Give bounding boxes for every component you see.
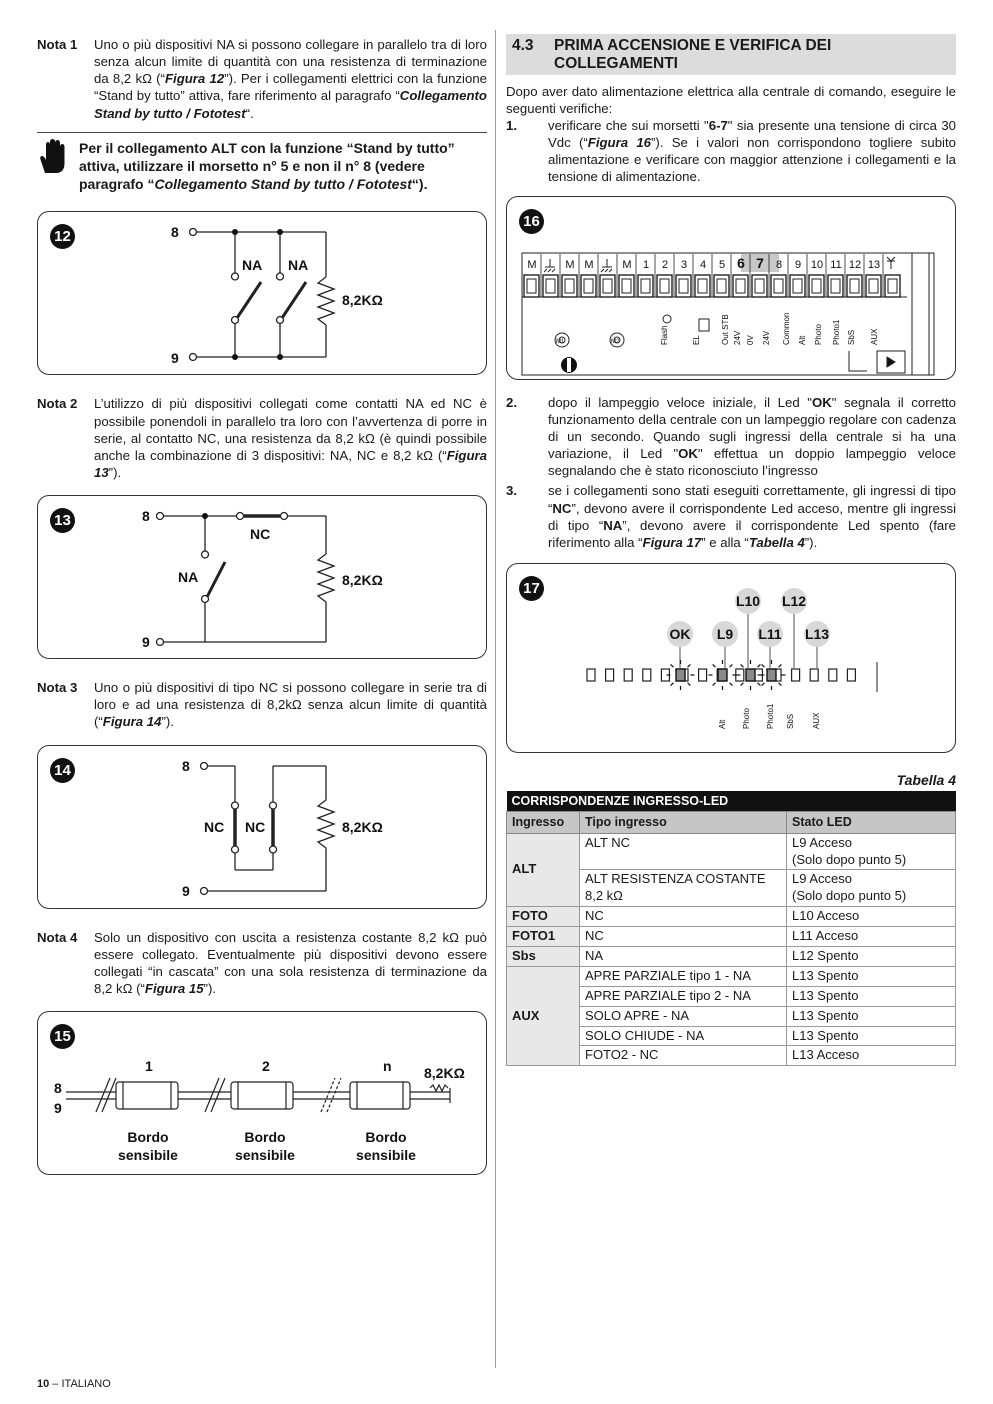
led-ray — [688, 683, 691, 686]
led-label: L13 — [804, 625, 830, 642]
note-label: Nota 1 — [37, 37, 78, 52]
terminal-number: 3 — [680, 258, 688, 271]
check-item-2 — [506, 394, 956, 480]
function-label: Out STB — [721, 313, 730, 345]
type-cell: APRE PARZIALE tipo 2 - NA — [580, 986, 787, 1006]
led-ray — [713, 683, 716, 686]
terminal-screw — [866, 275, 881, 297]
resistor-label: 8,2KΩ — [342, 292, 383, 309]
note-3 — [37, 679, 487, 730]
figure-16 — [506, 196, 956, 380]
device-number-label: 2 — [262, 1058, 270, 1075]
led-ray — [779, 664, 782, 667]
item-number: 2. — [506, 394, 517, 410]
figure-number-badge: 16 — [519, 209, 544, 234]
page-number: 10 — [37, 1378, 50, 1390]
led-diagram — [507, 564, 955, 752]
section-ref: Collegamento Stand by tutto / Fototest — [94, 88, 487, 121]
terminal-board-diagram — [507, 197, 955, 379]
note-text: Solo un dispositivo con uscita a resistenza costante 8,2 kΩ può essere collegato. Eventualmente più dispositivi devono essere collegati “in cascata” con una sola resistenza di terminazione da 8,2 kΩ (“Figura 15”). — [94, 929, 487, 997]
table-row — [507, 966, 956, 986]
type-cell: NC — [580, 907, 787, 927]
figure-ref: Figura 14 — [102, 714, 162, 730]
terminal-8-label: 8 — [142, 508, 150, 525]
note-label: Nota 4 — [37, 929, 78, 945]
led-indicator — [810, 669, 818, 681]
led-ray — [730, 683, 733, 686]
left-column — [37, 36, 487, 1175]
type-cell: NC — [580, 927, 787, 947]
ground-icon — [601, 259, 612, 272]
state-cell: L13 Spento — [787, 986, 956, 1006]
led-ray — [671, 683, 674, 686]
item-number: 1. — [506, 117, 517, 133]
check-item-3 — [506, 482, 956, 551]
terminal-screw — [828, 275, 843, 297]
state-cell: L13 Spento — [787, 1006, 956, 1026]
contact-nc-label: NC — [250, 526, 271, 543]
terminal-screw — [695, 275, 710, 297]
input-label: Alt — [718, 719, 727, 729]
terminal-screw — [885, 275, 900, 297]
sensitive-edge-label: sensibile — [118, 1147, 178, 1164]
led-label: L11 — [758, 625, 782, 642]
table-row — [507, 907, 956, 927]
terminal-screw — [847, 275, 862, 297]
led-ray — [713, 664, 716, 667]
section-title: PRIMA ACCENSIONE E VERIFICA DEI COLLEGAMENTI — [554, 37, 832, 72]
state-cell: L9 Acceso (Solo dopo punto 5) — [787, 833, 956, 870]
function-label: EL — [692, 334, 701, 345]
led-ray — [741, 664, 744, 667]
figure-number-badge: 12 — [50, 224, 75, 249]
led-ray — [779, 683, 782, 686]
terminal-screw — [752, 275, 767, 297]
warning-text: Per il collegamento ALT con la funzione “Stand by tutto” attiva, utilizzare il morsetto n° 5 e non il n° 8 (vedere paragrafo “Collegamento Stand by tutto / Fototest“). — [79, 139, 455, 193]
led-ray — [730, 664, 733, 667]
terminal-number: M — [527, 258, 537, 271]
terminal-number: 13 — [867, 258, 881, 271]
led-indicator — [699, 669, 707, 681]
table-caption: Tabella 4 — [896, 771, 956, 788]
terminal-screw — [562, 275, 577, 297]
input-cell: Sbs — [507, 947, 580, 967]
led-indicator — [829, 669, 837, 681]
function-label: 24V — [733, 330, 742, 345]
function-label: Common — [782, 312, 791, 345]
led-ray — [762, 664, 765, 667]
note-text: L’utilizzo di più dispositivi collegati come contatti NA ed NC è possibile ponendoli in parallelo tra loro con l’avvertenza di porre in serie, al contatto NC, una resistenza da 8,2 kΩ (è quindi possibile anche la combinazione di 3 dispositivi: NA, NC e 8,2 kΩ (“Figura 13”). — [94, 396, 487, 480]
contact-nc-label: NC — [204, 818, 225, 835]
note-label: Nota 3 — [37, 680, 78, 696]
led-lit-indicator — [746, 669, 755, 681]
led-ray — [762, 683, 765, 686]
led-label: L9 — [716, 625, 734, 642]
input-label: Photo — [742, 708, 751, 729]
state-cell: L9 Acceso (Solo dopo punto 5) — [787, 870, 956, 907]
page-footer: 10 – ITALIANO — [37, 1378, 111, 1390]
circuit-diagram-12 — [38, 212, 486, 374]
terminal-screw — [714, 275, 729, 297]
terminal-screw — [676, 275, 691, 297]
terminal-number: M — [584, 258, 594, 271]
motor-1-label: M1 — [556, 338, 565, 345]
section-ref: Collegamento Stand by tutto / Fototest — [154, 176, 412, 193]
terminal-number: 6 — [737, 254, 745, 271]
figure-15 — [37, 1011, 487, 1175]
input-cell: FOTO1 — [507, 927, 580, 947]
led-label: L12 — [781, 592, 807, 609]
led-label: OK — [669, 625, 691, 642]
terminal-number: 12 — [848, 258, 862, 271]
input-led-table — [506, 791, 956, 1066]
input-label: AUX — [812, 712, 821, 729]
type-cell: FOTO2 - NC — [580, 1046, 787, 1066]
led-lit-indicator — [676, 669, 685, 681]
terminal-number: 10 — [810, 258, 824, 271]
type-cell: SOLO CHIUDE - NA — [580, 1026, 787, 1046]
sensitive-edge-diagram-15 — [38, 1012, 486, 1174]
state-cell: L11 Acceso — [787, 927, 956, 947]
terminal-number: M — [565, 258, 575, 271]
hand-stop-icon — [37, 139, 79, 194]
input-cell: AUX — [507, 966, 580, 1065]
type-cell: NA — [580, 947, 787, 967]
section-number: 4.3 — [512, 37, 534, 54]
figure-14 — [37, 745, 487, 909]
contact-na-label: NA — [288, 257, 309, 274]
figure-number-badge: 13 — [50, 508, 75, 533]
input-label: SbS — [786, 713, 795, 729]
circuit-diagram-14 — [38, 746, 486, 908]
figure-13 — [37, 495, 487, 659]
circuit-diagram-13 — [38, 496, 486, 658]
note-4 — [37, 929, 487, 998]
table-title: CORRISPONDENZE INGRESSO-LED — [507, 791, 956, 812]
resistor-label: 8,2KΩ — [424, 1065, 465, 1082]
input-label: Photo1 — [766, 703, 775, 729]
resistor-label: 8,2KΩ — [342, 818, 383, 835]
input-cell: ALT — [507, 833, 580, 907]
function-label: 24V — [762, 330, 771, 345]
function-label: Photo1 — [832, 319, 841, 345]
state-cell: L13 Acceso — [787, 1046, 956, 1066]
terminal-number: 8 — [775, 258, 783, 271]
type-cell: SOLO APRE - NA — [580, 1006, 787, 1026]
state-cell: L12 Spento — [787, 947, 956, 967]
contact-nc-label: NC — [245, 818, 266, 835]
type-cell: ALT NC — [580, 833, 787, 870]
terminal-9-label: 9 — [182, 882, 190, 899]
led-indicator — [606, 669, 614, 681]
function-label: Flash — [660, 325, 669, 345]
antenna-icon — [887, 257, 895, 269]
state-cell: L10 Acceso — [787, 907, 956, 927]
column-divider — [495, 30, 496, 1368]
terminal-number: 5 — [718, 258, 726, 271]
table-row — [507, 947, 956, 967]
sensitive-edge-label: Bordo — [244, 1129, 286, 1146]
input-cell: FOTO — [507, 907, 580, 927]
note-2 — [37, 395, 487, 481]
led-lit-indicator — [718, 669, 727, 681]
terminal-screw — [524, 275, 539, 297]
item-number: 3. — [506, 483, 517, 499]
led-indicator — [587, 669, 595, 681]
figure-number-badge: 15 — [50, 1024, 75, 1049]
terminal-number: 7 — [756, 254, 764, 271]
terminal-screw — [790, 275, 805, 297]
resistor-label: 8,2KΩ — [342, 572, 383, 589]
terminal-screw — [809, 275, 824, 297]
terminal-screw — [543, 275, 558, 297]
item-text: verificare che sui morsetti "6-7" sia presente una tensione di circa 30 Vdc (“Figura 16”). Se i valori non corrispondono togliere subito alimentazione e verificare con maggior attenzione i collegamenti e la tensione di alimentazione. — [548, 117, 956, 185]
right-column — [506, 34, 956, 1066]
language-label: ITALIANO — [61, 1378, 111, 1390]
led-indicator — [624, 669, 632, 681]
terminal-8-label: 8 — [182, 757, 190, 774]
item-text: se i collegamenti sono stati eseguiti correttamente, gli ingressi di tipo “NC”, devono avere il corrispondente Led acceso, mentre gli ingressi di tipo “NA”, devono avere il corrispondente Led spento (fare riferimento alla “Figura 17” e alla “Tabella 4”). — [548, 483, 956, 550]
function-label: SbS — [847, 329, 856, 345]
led-ray — [688, 664, 691, 667]
table-row — [507, 927, 956, 947]
type-cell: APRE PARZIALE tipo 1 - NA — [580, 966, 787, 986]
figure-17 — [506, 563, 956, 753]
function-label: 0V — [746, 334, 755, 345]
figure-ref: Figura 16 — [587, 135, 652, 151]
figure-12 — [37, 211, 487, 375]
table-row — [507, 833, 956, 870]
led-ray — [741, 683, 744, 686]
note-label: Nota 2 — [37, 396, 78, 412]
led-indicator — [792, 669, 800, 681]
terminal-number: 9 — [794, 258, 802, 271]
led-ray — [758, 683, 761, 686]
led-lit-indicator — [767, 669, 776, 681]
section-heading — [506, 34, 956, 75]
note-text: Uno o più dispositivi di tipo NC si possono collegare in serie tra di loro e ad una resistenza di 8,2kΩ senza alcun limite di quantità (“Figura 14”). — [94, 680, 487, 730]
figure-ref: Figura 17 — [642, 534, 702, 550]
item-text: dopo il lampeggio veloce iniziale, il Led "OK" segnala il corretto funzionamento della centrale con un lampeggio regolare con cadenza di un secondo. Quando sugli ingressi della centrale si ha una variazione, il Led "OK" effettua un doppio lampeggio veloce segnalando che è stato riconosciuto l’ingresso — [548, 394, 957, 479]
device-number-label: n — [383, 1058, 392, 1075]
terminal-number: 2 — [661, 258, 669, 271]
note-text: Uno o più dispositivi NA si possono collegare in parallelo tra di loro senza alcun limite di quantità con una resistenza di terminazione da 8,2 kΩ (“Figura 12”). Per i collegamenti elettrici con la funzione “Stand by tutto” attiva, fare riferimento al paragrafo “Collegamento Stand by tutto / Fototest“. — [94, 37, 487, 121]
motor-2-label: M2 — [611, 338, 620, 345]
function-label: Alt — [798, 335, 807, 345]
led-ray — [758, 664, 761, 667]
led-indicator — [847, 669, 855, 681]
check-item-1 — [506, 117, 956, 186]
figure-ref: Figura 12 — [164, 71, 225, 87]
terminal-screw — [581, 275, 596, 297]
device-number-label: 1 — [145, 1058, 153, 1075]
function-label: Photo — [814, 323, 823, 345]
warning-block — [37, 132, 487, 194]
function-label: AUX — [870, 328, 879, 345]
sensitive-edge-label: Bordo — [365, 1129, 407, 1146]
table-ref: Tabella 4 — [748, 534, 805, 550]
type-cell: ALT RESISTENZA COSTANTE 8,2 kΩ — [580, 870, 787, 907]
contact-na-label: NA — [242, 257, 263, 274]
column-header: Stato LED — [787, 812, 956, 833]
figure-ref: Figura 15 — [144, 981, 204, 997]
ground-icon — [544, 259, 555, 272]
figure-number-badge: 17 — [519, 576, 544, 601]
terminal-number: 11 — [830, 258, 842, 271]
terminal-screw — [771, 275, 786, 297]
contact-na-label: NA — [178, 569, 199, 586]
terminal-number: M — [622, 258, 632, 271]
column-header: Ingresso — [507, 812, 580, 833]
terminal-number: 4 — [699, 258, 707, 271]
sensitive-edge-label: Bordo — [127, 1129, 169, 1146]
terminal-screw — [619, 275, 634, 297]
terminal-9-label: 9 — [54, 1100, 62, 1117]
state-cell: L13 Spento — [787, 966, 956, 986]
led-indicator — [643, 669, 651, 681]
terminal-number: 1 — [642, 258, 650, 271]
led-label: L10 — [735, 592, 761, 609]
intro-paragraph: Dopo aver dato alimentazione elettrica alla centrale di comando, eseguire le seguenti verifiche: — [506, 83, 956, 116]
led-ray — [671, 664, 674, 667]
terminal-8-label: 8 — [54, 1080, 62, 1097]
figure-number-badge: 14 — [50, 758, 75, 783]
terminal-screw — [638, 275, 653, 297]
terminal-9-label: 9 — [142, 634, 150, 651]
terminal-screw — [733, 275, 748, 297]
note-1 — [37, 36, 487, 122]
terminal-screw — [600, 275, 615, 297]
terminal-screw — [657, 275, 672, 297]
column-header: Tipo ingresso — [580, 812, 787, 833]
terminal-9-label: 9 — [171, 350, 179, 367]
terminal-8-label: 8 — [171, 224, 179, 241]
sensitive-edge-label: sensibile — [235, 1147, 295, 1164]
figure-ref: Figura 13 — [94, 447, 487, 480]
state-cell: L13 Spento — [787, 1026, 956, 1046]
sensitive-edge-label: sensibile — [356, 1147, 416, 1164]
